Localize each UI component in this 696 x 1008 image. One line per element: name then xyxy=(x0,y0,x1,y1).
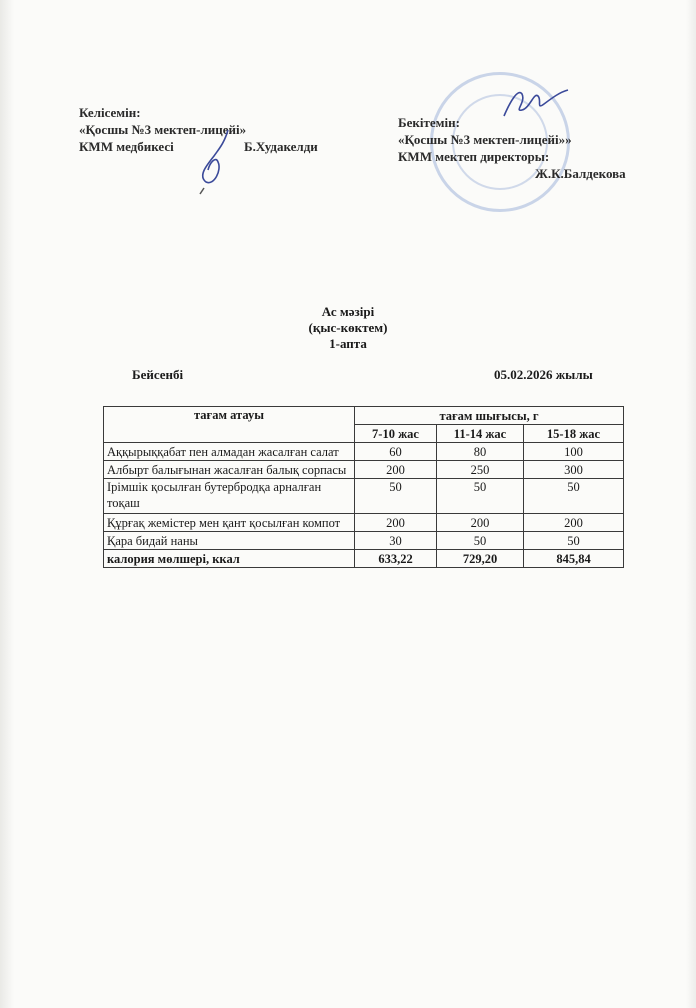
portion-7-10: 60 xyxy=(355,443,437,461)
portion-11-14: 80 xyxy=(437,443,524,461)
table-row xyxy=(104,532,624,550)
document-title: Ас мәзірі xyxy=(321,304,375,319)
table-header-row xyxy=(104,407,624,425)
dish-name: Құрғақ жемістер мен қант қосылған компот xyxy=(104,514,355,532)
approval-block-director xyxy=(398,114,626,182)
portion-7-10: 30 xyxy=(355,532,437,550)
approval-org: «Қосшы №3 мектеп-лицейі»» xyxy=(398,132,572,147)
signature-director-icon xyxy=(500,82,570,122)
approval-title: Бекітемін: xyxy=(398,115,460,130)
header-dish-name: тағам атауы xyxy=(104,407,355,443)
document-week: 1-апта xyxy=(329,336,367,351)
portion-15-18: 50 xyxy=(524,532,624,550)
table-row xyxy=(104,479,624,514)
dish-name: Аққырыққабат пен алмадан жасалған салат xyxy=(104,443,355,461)
day-of-week: Бейсенбі xyxy=(132,367,184,382)
portion-11-14: 200 xyxy=(437,514,524,532)
calories-7-10: 633,22 xyxy=(355,550,437,568)
portion-11-14: 50 xyxy=(437,479,524,514)
dish-name: Қара бидай наны xyxy=(104,532,355,550)
table-row xyxy=(104,514,624,532)
approval-title: Келісемін: xyxy=(79,105,141,120)
dish-name: Албырт балығынан жасалған балық сорпасы xyxy=(104,461,355,479)
header-age-7-10: 7-10 жас xyxy=(355,425,437,443)
portion-15-18: 200 xyxy=(524,514,624,532)
document-date: 05.02.2026 жылы xyxy=(494,367,593,382)
header-output: тағам шығысы, г xyxy=(355,407,624,425)
approval-name: Б.Худакелди xyxy=(244,139,318,154)
portion-15-18: 300 xyxy=(524,461,624,479)
header-age-11-14: 11-14 жас xyxy=(437,425,524,443)
portion-7-10: 200 xyxy=(355,514,437,532)
page-edge-shadow-right xyxy=(686,0,696,1008)
total-label: калория мөлшері, ккал xyxy=(104,550,355,568)
document-season: (қыс-көктем) xyxy=(308,320,388,335)
table-row xyxy=(104,461,624,479)
portion-15-18: 100 xyxy=(524,443,624,461)
calories-15-18: 845,84 xyxy=(524,550,624,568)
dish-name: Ірімшік қосылған бутербродқа арналған тоқаш xyxy=(104,479,355,514)
table-total-row xyxy=(104,550,624,568)
approval-position: КММ медбикесі xyxy=(79,139,174,154)
signature-nurse-icon xyxy=(188,126,248,196)
portion-11-14: 250 xyxy=(437,461,524,479)
portion-15-18: 50 xyxy=(524,479,624,514)
menu-table xyxy=(103,406,624,568)
portion-11-14: 50 xyxy=(437,532,524,550)
portion-7-10: 200 xyxy=(355,461,437,479)
page-edge-shadow xyxy=(0,0,14,1008)
table-row xyxy=(104,443,624,461)
document-title-block xyxy=(0,304,696,352)
approval-position: КММ мектеп директоры: xyxy=(398,149,550,164)
calories-11-14: 729,20 xyxy=(437,550,524,568)
approval-org: «Қосшы №3 мектеп-лицейі» xyxy=(79,122,247,137)
portion-7-10: 50 xyxy=(355,479,437,514)
header-age-15-18: 15-18 жас xyxy=(524,425,624,443)
approval-name: Ж.К.Балдекова xyxy=(535,166,626,181)
